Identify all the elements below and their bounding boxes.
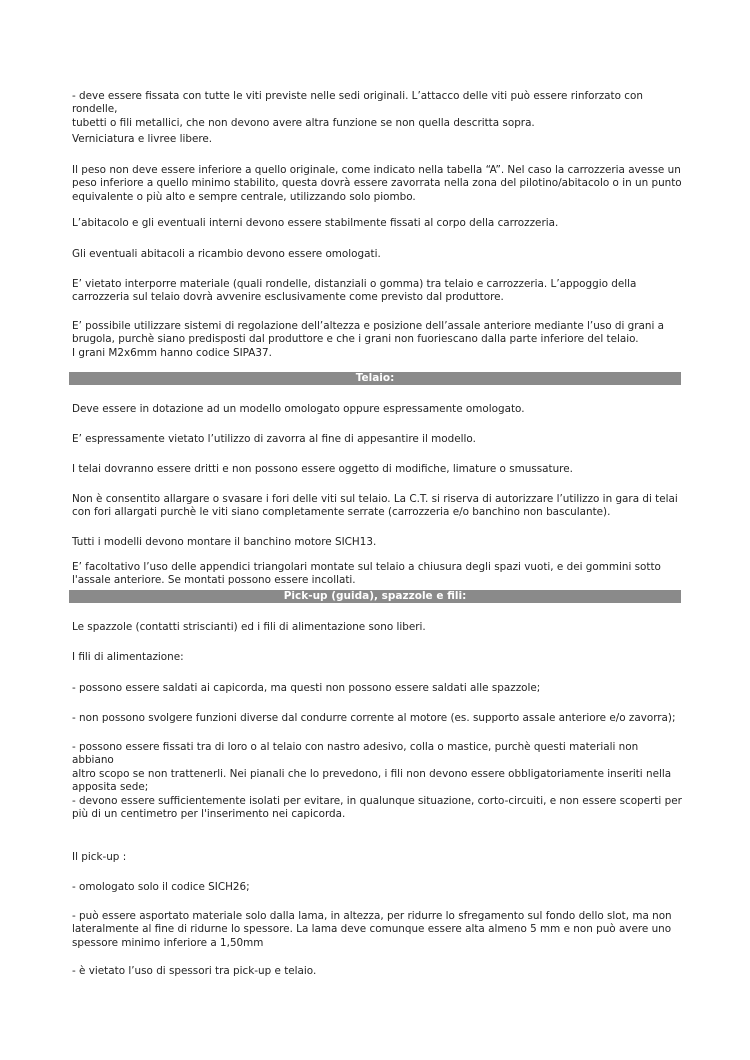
paragraph-motor-mount: Tutti i modelli devono montare il banchino motore SICH13. (72, 536, 377, 548)
paragraph-interpose: E’ vietato interporre materiale (quali rondelle, distanziali o gomma) tra telaio e carrozzeria. L’appoggio della carrozzeria sul telaio dovrà avvenire esclusivamente come previsto dal produttore. (72, 278, 637, 304)
paragraph-wires-soldered: - possono essere saldati ai capicorda, ma questi non possono essere saldati alle spazzole; (72, 682, 541, 694)
paragraph-wires-fixing: - possono essere fissati tra di loro o al telaio con nastro adesivo, colla o mastice, purchè questi materiali non abbiano altro scopo se non trattenerli. Nei pianali che lo prevedono, i fili non devono essere obbligatoriamente inseriti nella apposita sede; (72, 741, 672, 794)
paragraph-pickup-intro: Il pick-up : (72, 851, 127, 863)
paragraph-pickup-blade: - può essere asportato materiale solo dalla lama, in altezza, per ridurre lo sfregamento sul fondo dello slot, ma non lateralmente al fine di ridurne lo spessore. La lama deve comunque essere alta almeno 5 mm e non può avere uno spessore minimo inferiore a 1,50mm (72, 910, 672, 949)
paragraph-wires-function: - non possono svolgere funzioni diverse dal condurre corrente al motore (es. supporto assale anteriore e/o zavorra); (72, 712, 676, 724)
paragraph-fixing: - deve essere fissata con tutte le viti previste nelle sedi originali. L’attacco delle viti può essere rinforzato con rondelle, tubetti o fili metallici, che non devono avere altra funzione se non quella descritta sopra. (72, 90, 643, 129)
paragraph-axle-adjust: E’ possibile utilizzare sistemi di regolazione dell’altezza e posizione dell’assale anteriore mediante l’uso di grani a brugola, purchè siano predisposti dal produttore e che i grani non fuoriescano dalla parte inferiore del telaio. I grani M2x6mm hanno codice SIPA37. (72, 320, 665, 359)
paragraph-wires-intro: I fili di alimentazione: (72, 651, 184, 663)
paragraph-cockpit: L’abitacolo e gli eventuali interni devono essere stabilmente fissati al corpo della carrozzeria. (72, 217, 559, 229)
section-header-telaio: Telaio: (69, 372, 681, 385)
paragraph-pickup-homologated: - omologato solo il codice SICH26; (72, 881, 250, 893)
paragraph-screw-holes: Non è consentito allargare o svasare i fori delle viti sul telaio. La C.T. si riserva di autorizzare l’utilizzo in gara di telai con fori allargati purchè le viti siano completamente serrate (carrozzeria e/o banchino non basculante). (72, 493, 678, 519)
paragraph-spare-cockpits: Gli eventuali abitacoli a ricambio devono essere omologati. (72, 248, 381, 260)
paragraph-ballast: E’ espressamente vietato l’utilizzo di zavorra al fine di appesantire il modello. (72, 433, 476, 445)
paragraph-wires-insulated: - devono essere sufficientemente isolati per evitare, in qualunque situazione, corto-circuiti, e non essere scoperti per più di un centimetro per l'inserimento nei capicorda. (72, 795, 682, 821)
section-header-pickup: Pick-up (guida), spazzole e fili: (69, 590, 681, 603)
paragraph-straight-chassis: I telai dovranno essere dritti e non possono essere oggetto di modifiche, limature o smussature. (72, 463, 573, 475)
paragraph-paint: Verniciatura e livree libere. (72, 133, 213, 145)
paragraph-chassis-homologation: Deve essere in dotazione ad un modello omologato oppure espressamente omologato. (72, 403, 525, 415)
paragraph-brushes-free: Le spazzole (contatti striscianti) ed i fili di alimentazione sono liberi. (72, 621, 426, 633)
paragraph-weight: Il peso non deve essere inferiore a quello originale, come indicato nella tabella “A”. Nel caso la carrozzeria avesse un peso inferiore a quello minimo stabilito, questa dovrà essere zavorrata nella zona del pilotino/abitacolo o in un punto equivalente o più alto e sempre centrale, utilizzando solo piombo. (72, 164, 682, 203)
paragraph-triangular-appendices: E’ facoltativo l’uso delle appendici triangolari montate sul telaio a chiusura degli spazi vuoti, e dei gommini sotto l'assale anteriore. Se montati possono essere incollati. (72, 561, 661, 587)
paragraph-pickup-shims: - è vietato l’uso di spessori tra pick-up e telaio. (72, 965, 317, 977)
